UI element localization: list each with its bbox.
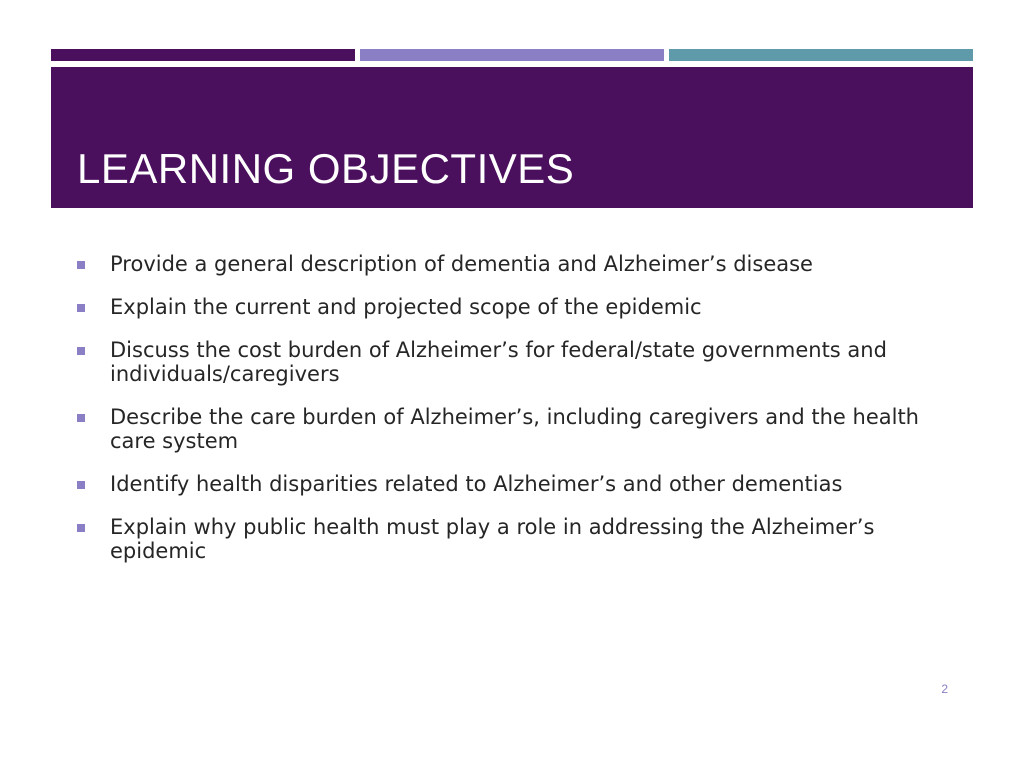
objective-item [75, 515, 955, 563]
objective-item [75, 252, 955, 276]
square-bullet-icon [77, 304, 85, 312]
objective-text: Provide a general description of dementia and Alzheimer’s disease [110, 252, 813, 276]
objective-text: Discuss the cost burden of Alzheimer’s for federal/state governments and individuals/caregivers [110, 338, 887, 386]
square-bullet-icon [77, 261, 85, 269]
objective-text: Describe the care burden of Alzheimer’s, including caregivers and the health care system [110, 405, 919, 453]
title-band [51, 67, 973, 208]
slide-title: LEARNING OBJECTIVES [77, 145, 575, 192]
square-bullet-icon [77, 524, 85, 532]
accent-bar-lavender [360, 49, 664, 61]
accent-bar-teal [669, 49, 973, 61]
objective-text: Explain the current and projected scope of the epidemic [110, 295, 702, 319]
square-bullet-icon [77, 481, 85, 489]
square-bullet-icon [77, 347, 85, 355]
objective-item [75, 338, 955, 386]
objective-item [75, 405, 955, 453]
square-bullet-icon [77, 414, 85, 422]
objective-text: Identify health disparities related to Alzheimer’s and other dementias [110, 472, 843, 496]
accent-bar-purple [51, 49, 355, 61]
objective-item [75, 295, 955, 319]
slide-number: 2 [941, 682, 948, 696]
objective-text: Explain why public health must play a role in addressing the Alzheimer’s epidemic [110, 515, 875, 563]
objective-item [75, 472, 955, 496]
objectives-list [75, 252, 955, 582]
